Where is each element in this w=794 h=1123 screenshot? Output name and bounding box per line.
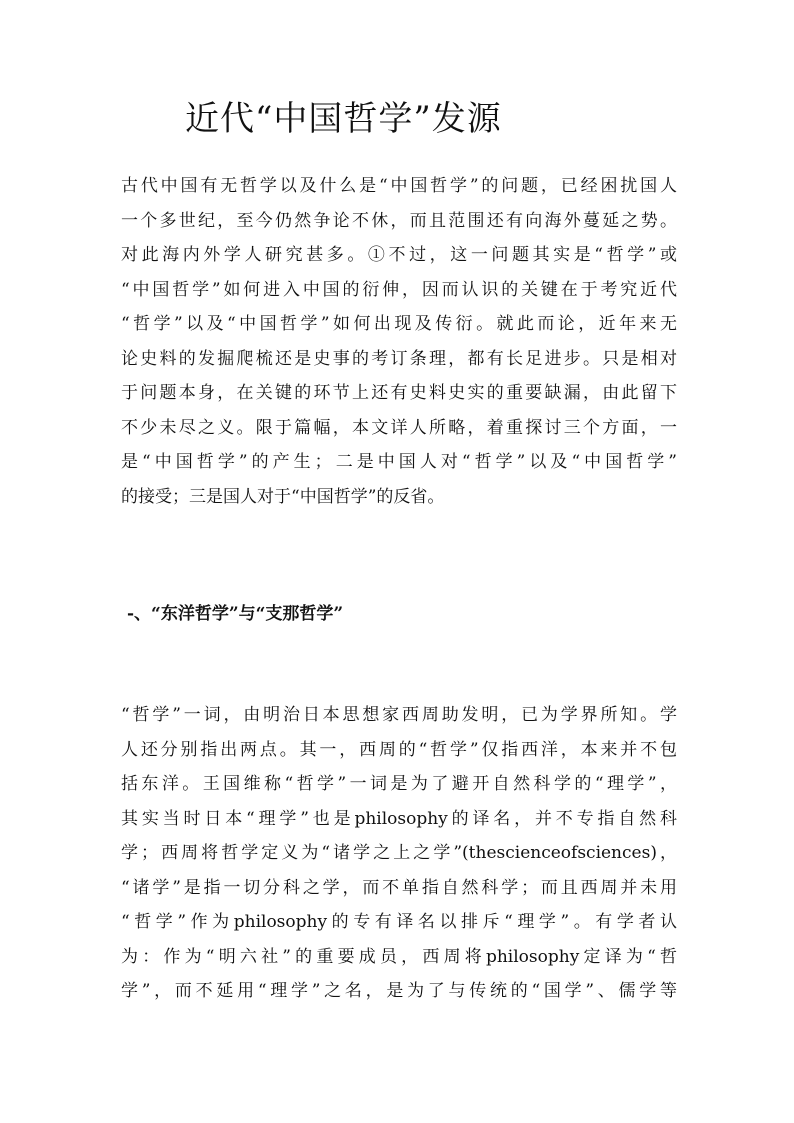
text-line: 为：作为“明六社”的重要成员，西周将philosophy定译为“哲: [121, 946, 677, 967]
text-line: 论史料的发掘爬梳还是史事的考订条理，都有长足进步。只是相对: [121, 348, 677, 369]
text-line: “诸学”是指一切分科之学，而不单指自然科学；而且西周并未用: [121, 877, 677, 898]
text-line: 人还分别指出两点。其一，西周的“哲学”仅指西洋，本来并不包: [121, 739, 677, 760]
text-line: 的接受；三是国人对于“中国哲学”的反省。: [121, 486, 445, 507]
text-line: 一个多世纪，至今仍然争论不休，而且范围还有向海外蔓延之势。: [121, 210, 677, 231]
text-line: 古代中国有无哲学以及什么是“中国哲学”的问题，已经困扰国人: [121, 176, 677, 196]
section-heading: -、“东洋哲学”与“支那哲学”: [127, 604, 344, 624]
text-line: “哲学”以及“中国哲学”如何出现及传衍。就此而论，近年来无: [121, 314, 677, 334]
text-line: 学”，而不延用“理学”之名，是为了与传统的“国学”、儒学等: [121, 981, 677, 1001]
text-line: 不少未尽之义。限于篇幅，本文详人所略，着重探讨三个方面，一: [121, 417, 677, 438]
text-line: 对此海内外学人研究甚多。①不过，这一问题其实是“哲学”或: [121, 245, 677, 265]
page-title: 近代“中国哲学”发源: [185, 99, 502, 139]
body-paragraph: [121, 698, 677, 1009]
text-line: “哲学”作为philosophy的专有译名以排斥“理学”。有学者认: [121, 912, 677, 932]
text-line: “中国哲学”如何进入中国的衍伸，因而认识的关键在于考究近代: [121, 279, 677, 300]
text-line: 于问题本身，在关键的环节上还有史料史实的重要缺漏，由此留下: [121, 383, 677, 403]
intro-paragraph: [121, 169, 677, 514]
text-line: 是“中国哲学”的产生；二是中国人对“哲学”以及“中国哲学”: [121, 452, 677, 472]
text-line: 学；西周将哲学定义为“诸学之上之学”(thescienceofsciences)，: [121, 843, 677, 863]
text-line: “哲学”一词，由明治日本思想家西周助发明，已为学界所知。学: [121, 705, 677, 725]
text-line: 其实当时日本“理学”也是philosophy的译名，并不专指自然科: [121, 808, 677, 829]
text-line: 括东洋。王国维称“哲学”一词是为了避开自然科学的“理学”，: [121, 774, 677, 794]
